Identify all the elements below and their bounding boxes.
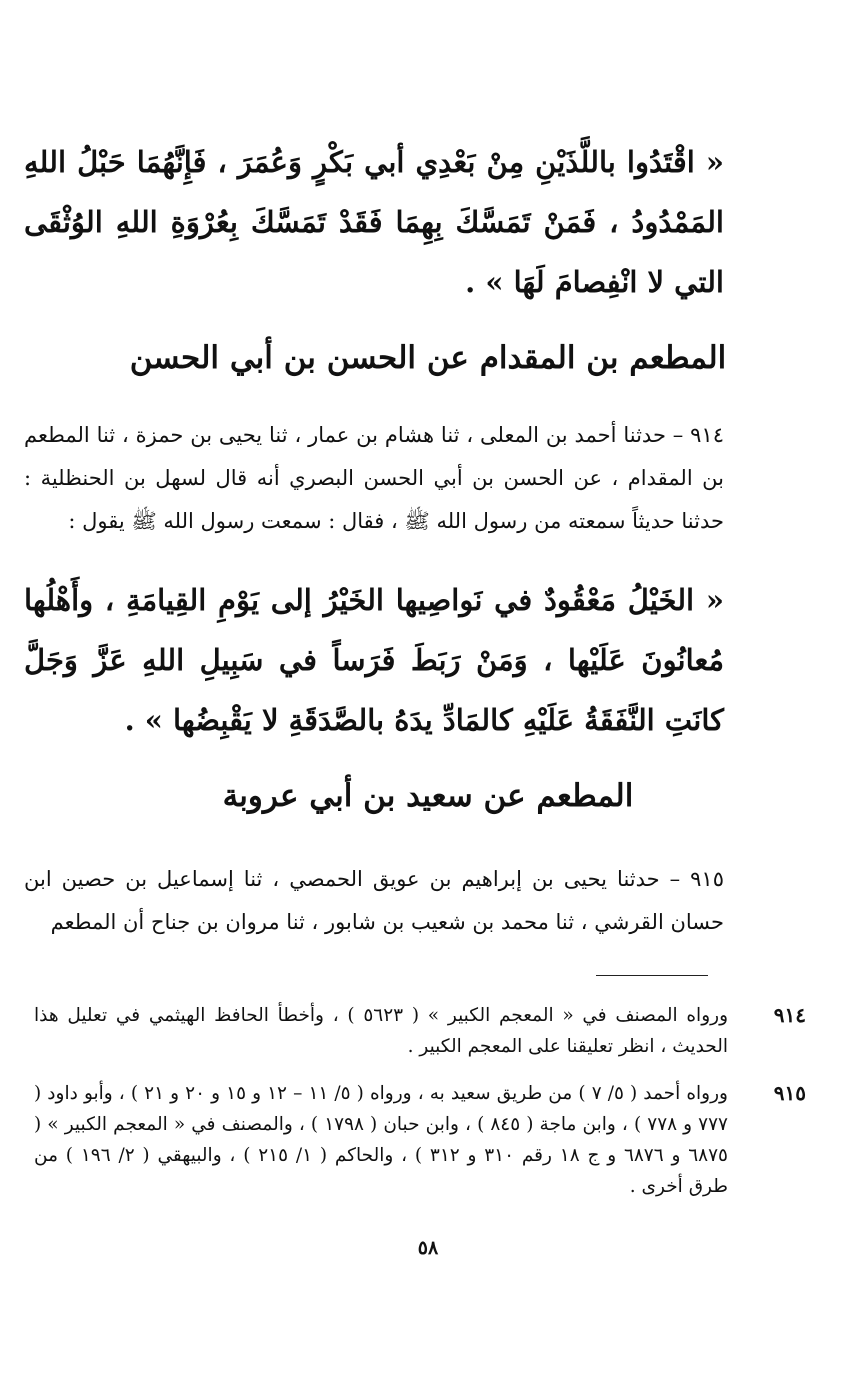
narration-914: ٩١٤ – حدثنا أحمد بن المعلى ، ثنا هشام بن عمار ، ثنا يحيى بن حمزة ، ثنا المطعم بن المقدام ، عن الحسن بن أبي الحسن البصري أنه قال لسهل بن الحنظلية : حدثنا حديثاً سمعته من رسول الله ﷺ ، فقال : سمعت رسول الله ﷺ يقول : (24, 423, 724, 533)
footnote-915 (34, 1078, 806, 1202)
footnote-number: ٩١٤ (773, 1003, 806, 1027)
footnote-914 (34, 1000, 806, 1062)
hadith-quote-2: « الخَيْلُ مَعْقُودٌ في نَواصِيها الخَيْرُ إلى يَوْمِ القِيامَةِ ، وأَهْلُها مُعانُونَ عَلَيْها ، وَمَنْ رَبَطَ فَرَساً في سَبِيلِ اللهِ عَزَّ وَجَلَّ كانَتِ النَّفَقَةُ عَلَيْهِ كالمَادِّ يدَهُ بالصَّدَقَةِ لا يَقْبِضُها » . (24, 583, 724, 737)
footnote-separator (596, 975, 708, 976)
page-number: ٥٨ (417, 1237, 439, 1259)
footnote-text: ورواه المصنف في « المعجم الكبير » ( ٥٦٢٣ ) ، وأخطأ الحافظ الهيثمي في تعليل هذا الحديث ، انظر تعليقنا على المعجم الكبير . (34, 1005, 728, 1057)
footnote-number: ٩١٥ (773, 1081, 806, 1105)
hadith-quote-1: « اقْتَدُوا باللَّذَيْنِ مِنْ بَعْدِي أبي بَكْرٍ وَعُمَرَ ، فَإِنَّهُمَا حَبْلُ اللهِ المَمْدُودُ ، فَمَنْ تَمَسَّكَ بِهِمَا فَقَدْ تَمَسَّكَ بِعُرْوَةِ اللهِ الوُثْقَى التي لا انْفِصامَ لَهَا » . (24, 145, 724, 299)
footnote-text: ورواه أحمد ( ٥/ ٧ ) من طريق سعيد به ، ورواه ( ٥/ ١١ – ١٢ و ١٥ و ٢٠ و ٢١ ) ، وأبو داود ( ٧٧٧ و ٧٧٨ ) ، وابن ماجة ( ٨٤٥ ) ، وابن حبان ( ١٧٩٨ ) ، والمصنف في « المعجم الكبير » ( ٦٨٧٥ و ٦٨٧٦ و ج ١٨ رقم ٣١٠ و ٣١٢ ) ، والحاكم ( ١/ ٢١٥ ) ، والبيهقي ( ٢/ ١٩٦ ) من طرق أخرى . (34, 1083, 728, 1197)
narration-915: ٩١٥ – حدثنا يحيى بن إبراهيم بن عويق الحمصي ، ثنا إسماعيل بن حصين ابن حسان القرشي ، ثنا محمد بن شعيب بن شابور ، ثنا مروان بن جناح أن المطعم (24, 867, 724, 934)
section-heading-2: المطعم عن سعيد بن أبي عروبة (222, 778, 634, 814)
section-heading-1: المطعم بن المقدام عن الحسن بن أبي الحسن (129, 340, 727, 376)
